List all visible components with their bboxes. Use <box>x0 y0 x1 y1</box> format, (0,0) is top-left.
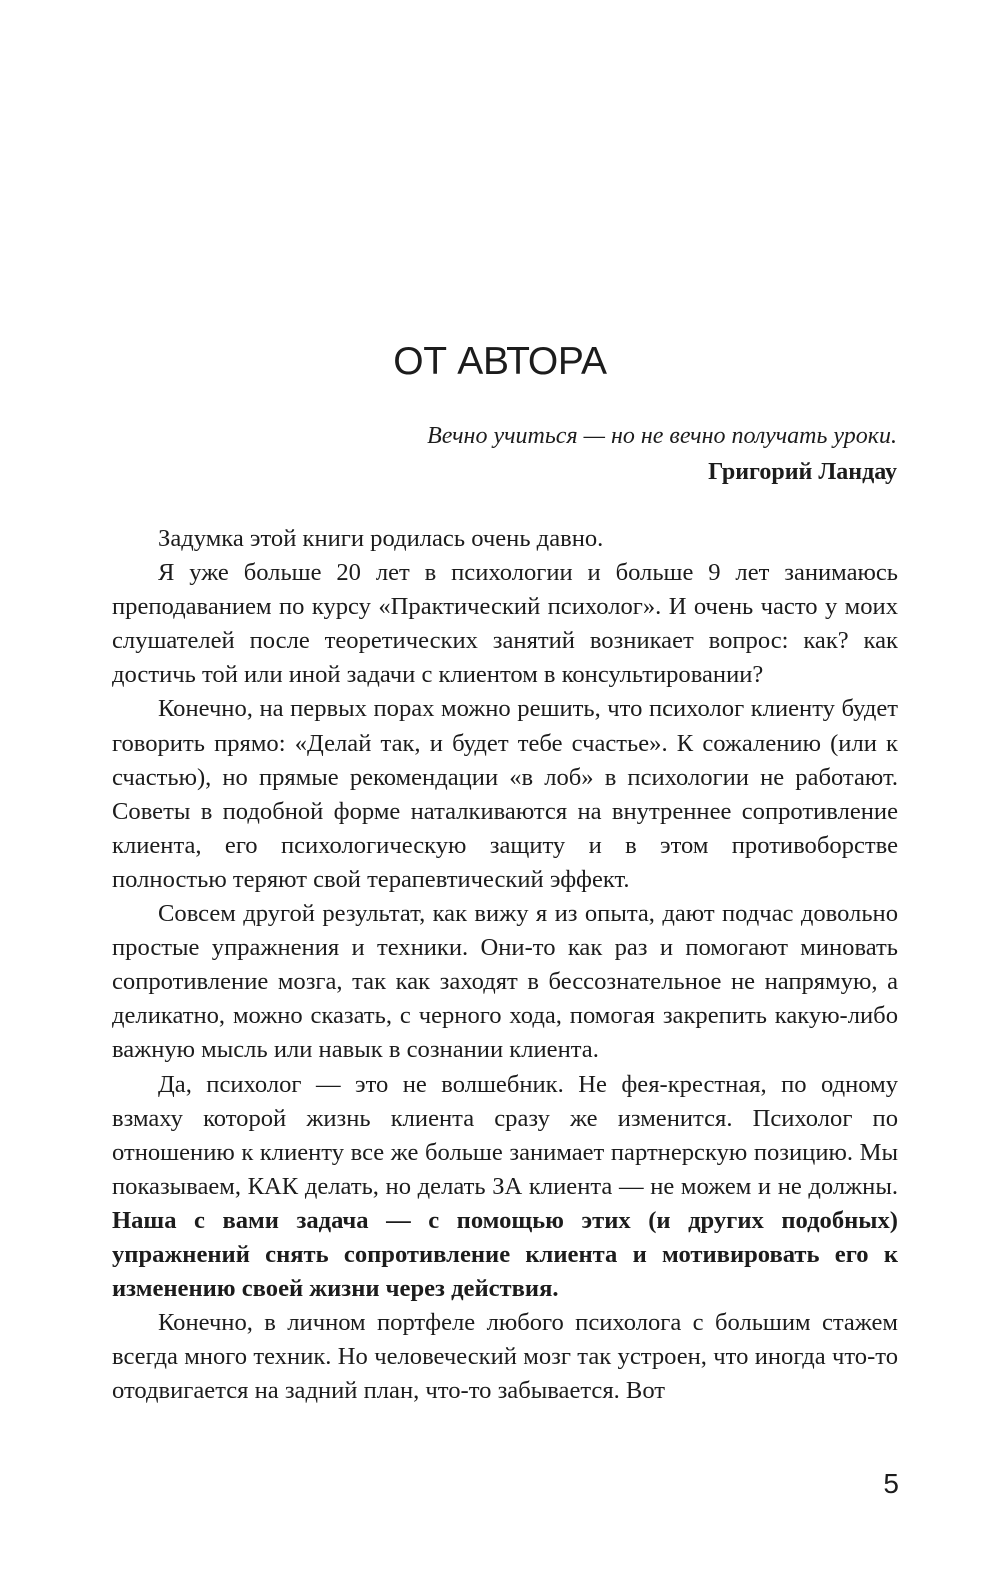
paragraph <box>112 1068 898 1307</box>
epigraph-quote: Вечно учиться — но не вечно получать уроки. <box>427 423 897 449</box>
page-title: ОТ АВТОРА <box>393 340 607 383</box>
page-number: 5 <box>883 1468 899 1499</box>
paragraph: Я уже больше 20 лет в психологии и больше 9 лет занимаюсь преподаванием по курсу «Практический психолог». И очень часто у моих слушателей после теоретических занятий возникает вопрос: как? как достичь той или иной задачи с клиентом в консультировании? <box>112 559 898 689</box>
paragraph: Конечно, в личном портфеле любого психолога с большим стажем всегда много техник. Но человеческий мозг так устроен, что иногда что-то отодвигается на задний план, что-то забывается. Вот <box>112 1309 898 1405</box>
paragraph-text: Да, психолог — это не волшебник. Не фея-крестная, по одному взмаху которой жизнь клиента сразу же изменится. Психолог по отношению к клиенту все же больше занимает партнерскую позицию. Мы показываем, КАК делать, но делать ЗА клиента — не можем и не должны. <box>112 1070 898 1200</box>
epigraph-author: Григорий Ландау <box>708 459 897 485</box>
paragraph: Совсем другой результат, как вижу я из опыта, дают подчас довольно простые упражнения и техники. Они-то как раз и помогают миновать сопротивление мозга, так как заходят в бессознательное не напрямую, а деликатно, можно сказать, с черного хода, помогая закрепить какую-либо важную мысль или навык в сознании клиента. <box>112 900 898 1064</box>
emphasized-text: Наша с вами задача — с помощью этих (и других подобных) упражнений снять сопротивление клиента и мотивировать его к изменению своей жизни через действия. <box>112 1206 898 1303</box>
epigraph <box>197 418 897 490</box>
paragraph: Конечно, на первых порах можно решить, что психолог клиенту будет говорить прямо: «Делай так, и будет тебе счастье». К сожалению (или к счастью), но прямые рекомендации «в лоб» в психологии не работают. Советы в подобной форме наталкиваются на внутреннее сопротивление клиента, его психологическую защиту и в этом противоборстве полностью теряют свой терапевтический эффект. <box>112 695 898 893</box>
body-text <box>112 522 898 1408</box>
paragraph: Задумка этой книги родилась очень давно. <box>158 525 604 552</box>
